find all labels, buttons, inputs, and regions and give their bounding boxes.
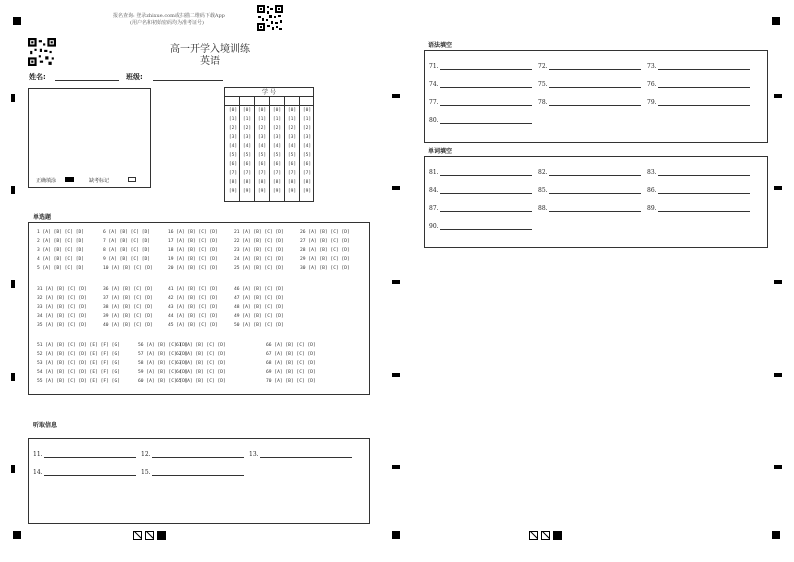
mc-question-row[interactable]: 19 [A] [B] [C] [D] (168, 257, 218, 262)
question-number: 86. (647, 187, 657, 194)
mc-question-row[interactable]: 37 [A] [B] [C] [D] (103, 296, 153, 301)
answer-item[interactable] (141, 451, 244, 458)
notice-line-1: 报名查询: 登录zhixue.com或扫描二维码下载App (113, 13, 225, 19)
answer-item[interactable] (538, 169, 641, 176)
mc-question-row[interactable]: 17 [A] [B] [C] [D] (168, 239, 218, 244)
id-digit-bubble[interactable]: [5] (228, 153, 238, 158)
id-digit-bubble[interactable]: [0] (287, 108, 297, 113)
mc-question-row[interactable]: 70 [A] [B] [C] [D] (266, 379, 316, 384)
id-digit-bubble[interactable]: [9] (272, 189, 282, 194)
mc-question-row[interactable]: 32 [A] [B] [C] [D] (37, 296, 87, 301)
page-marker-right (529, 531, 562, 540)
question-number: 90. (429, 223, 439, 230)
mc-question-row[interactable]: 22 [A] [B] [C] [D] (234, 239, 284, 244)
listening-box (28, 438, 370, 524)
timing-mark (774, 94, 782, 98)
mc-question-row[interactable]: 8 [A] [B] [C] [D] (103, 248, 151, 253)
id-digit-bubble[interactable]: [3] (272, 135, 282, 140)
id-digit-bubble[interactable]: [5] (272, 153, 282, 158)
question-number: 15. (141, 469, 151, 476)
mc-question-row[interactable]: 33 [A] [B] [C] [D] (37, 305, 87, 310)
id-digit-bubble[interactable]: [6] (302, 162, 312, 167)
id-digit-bubble[interactable]: [4] (228, 144, 238, 149)
id-digit-bubble[interactable]: [3] (228, 135, 238, 140)
id-digit-bubble[interactable]: [6] (228, 162, 238, 167)
class-label: 班级: (126, 73, 143, 81)
id-digit-bubble[interactable]: [2] (287, 126, 297, 131)
id-digit-bubble[interactable]: [2] (272, 126, 282, 131)
answer-item[interactable] (429, 169, 532, 176)
id-digit-bubble[interactable]: [5] (242, 153, 252, 158)
student-id-header: 学 号 (225, 88, 313, 97)
id-digit-bubble[interactable]: [9] (287, 189, 297, 194)
question-number: 12. (141, 451, 151, 458)
mc-question-row[interactable]: 48 [A] [B] [C] [D] (234, 305, 284, 310)
mc-question-row[interactable]: 51 [A] [B] [C] [D] [E] [F] [G] (37, 343, 120, 348)
id-digit-bubble[interactable]: [3] (302, 135, 312, 140)
mc-question-row[interactable]: 34 [A] [B] [C] [D] (37, 314, 87, 319)
vocab-title: 单词填空 (428, 148, 453, 155)
name-label: 姓名: (29, 73, 46, 81)
id-digit-bubble[interactable]: [1] (242, 117, 252, 122)
mc-question-row[interactable]: 50 [A] [B] [C] [D] (234, 323, 284, 328)
mc-question-row[interactable]: 2 [A] [B] [C] [D] (37, 239, 85, 244)
mc-question-row[interactable]: 29 [A] [B] [C] [D] (300, 257, 350, 262)
mc-question-row[interactable]: 58 [A] [B] [C] [D] (138, 361, 188, 366)
mc-question-row[interactable]: 25 [A] [B] [C] [D] (234, 266, 284, 271)
grammar-title: 语法填空 (428, 42, 453, 49)
id-col[interactable] (271, 106, 283, 196)
timing-mark (392, 465, 400, 469)
id-col[interactable] (227, 106, 239, 196)
question-number: 71. (429, 63, 439, 70)
answer-item[interactable] (429, 63, 532, 70)
id-divider (299, 97, 300, 201)
mc-question-row[interactable]: 27 [A] [B] [C] [D] (300, 239, 350, 244)
id-digit-bubble[interactable]: [7] (287, 171, 297, 176)
timing-mark (11, 280, 15, 288)
mc-question-row[interactable]: 38 [A] [B] [C] [D] (103, 305, 153, 310)
id-digit-bubble[interactable]: [9] (257, 189, 267, 194)
student-id-grid (224, 87, 314, 202)
id-digit-bubble[interactable]: [8] (287, 180, 297, 185)
id-digit-bubble[interactable]: [4] (257, 144, 267, 149)
id-digit-bubble[interactable]: [0] (272, 108, 282, 113)
mc-question-row[interactable]: 47 [A] [B] [C] [D] (234, 296, 284, 301)
mc-question-row[interactable]: 42 [A] [B] [C] [D] (168, 296, 218, 301)
question-number: 85. (538, 187, 548, 194)
mc-question-row[interactable]: 41 [A] [B] [C] [D] (168, 287, 218, 292)
mc-question-row[interactable]: 65 [A] [B] [C] [D] (176, 379, 226, 384)
id-digit-bubble[interactable]: [6] (242, 162, 252, 167)
question-number: 81. (429, 169, 439, 176)
vocab-box (424, 156, 768, 248)
question-number: 83. (647, 169, 657, 176)
id-digit-bubble[interactable]: [0] (257, 108, 267, 113)
answer-item[interactable] (429, 117, 532, 124)
id-digit-bubble[interactable]: [4] (272, 144, 282, 149)
mc-question-row[interactable]: 49 [A] [B] [C] [D] (234, 314, 284, 319)
id-digit-bubble[interactable]: [4] (242, 144, 252, 149)
mc-question-row[interactable]: 21 [A] [B] [C] [D] (234, 230, 284, 235)
mc-question-row[interactable]: 46 [A] [B] [C] [D] (234, 287, 284, 292)
mc-question-row[interactable]: 16 [A] [B] [C] [D] (168, 230, 218, 235)
timing-mark (774, 186, 782, 190)
id-digit-bubble[interactable]: [2] (228, 126, 238, 131)
mc-question-row[interactable]: 23 [A] [B] [C] [D] (234, 248, 284, 253)
answer-item[interactable] (429, 223, 532, 230)
id-digit-bubble[interactable]: [6] (272, 162, 282, 167)
mc-question-row[interactable]: 60 [A] [B] [C] [D] (138, 379, 188, 384)
id-digit-bubble[interactable]: [2] (242, 126, 252, 131)
mc-question-row[interactable]: 1 [A] [B] [C] [D] (37, 230, 85, 235)
absent-mark-box[interactable] (128, 177, 136, 182)
timing-mark (774, 465, 782, 469)
corner-mark-tl (13, 17, 21, 25)
notice-line-2: (用户名和初始密码均为准考证号) (130, 20, 204, 26)
corner-mark-tr (772, 17, 780, 25)
question-number: 74. (429, 81, 439, 88)
mc-question-row[interactable]: 9 [A] [B] [C] [D] (103, 257, 151, 262)
question-number: 82. (538, 169, 548, 176)
timing-mark (392, 186, 400, 190)
question-number: 78. (538, 99, 548, 106)
question-number: 80. (429, 117, 439, 124)
mc-question-row[interactable]: 55 [A] [B] [C] [D] [E] [F] [G] (37, 379, 120, 384)
answer-item[interactable] (647, 187, 750, 194)
question-number: 88. (538, 205, 548, 212)
answer-item[interactable] (538, 81, 641, 88)
id-digit-bubble[interactable]: [9] (242, 189, 252, 194)
answer-item[interactable] (647, 205, 750, 212)
corner-mark-br (772, 531, 780, 539)
mc-question-row[interactable]: 61 [A] [B] [C] [D] (176, 343, 226, 348)
mc-question-row[interactable]: 52 [A] [B] [C] [D] [E] [F] [G] (37, 352, 120, 357)
mc-question-row[interactable]: 43 [A] [B] [C] [D] (168, 305, 218, 310)
mc-question-row[interactable]: 36 [A] [B] [C] [D] (103, 287, 153, 292)
id-digit-bubble[interactable]: [7] (272, 171, 282, 176)
question-number: 75. (538, 81, 548, 88)
barcode-sticker-area (28, 88, 151, 188)
mc-question-row[interactable]: 62 [A] [B] [C] [D] (176, 352, 226, 357)
id-divider (254, 97, 255, 201)
question-number: 76. (647, 81, 657, 88)
single-choice-box (28, 222, 370, 395)
mc-question-row[interactable]: 20 [A] [B] [C] [D] (168, 266, 218, 271)
id-digit-bubble[interactable]: [1] (287, 117, 297, 122)
id-col[interactable] (256, 106, 268, 196)
correct-fill-sample (65, 177, 74, 182)
question-number: 84. (429, 187, 439, 194)
id-digit-bubble[interactable]: [7] (302, 171, 312, 176)
mc-question-row[interactable]: 18 [A] [B] [C] [D] (168, 248, 218, 253)
exam-subject: 英语 (200, 56, 220, 67)
id-col[interactable] (286, 106, 298, 196)
id-digit-bubble[interactable]: [8] (257, 180, 267, 185)
id-digit-bubble[interactable]: [8] (242, 180, 252, 185)
corner-mark-bl (13, 531, 21, 539)
mc-question-row[interactable]: 56 [A] [B] [C] [D] (138, 343, 188, 348)
question-number: 14. (33, 469, 43, 476)
id-digit-bubble[interactable]: [3] (257, 135, 267, 140)
page-marker-left (133, 531, 166, 540)
answer-item[interactable] (538, 99, 641, 106)
id-divider (269, 97, 270, 201)
id-digit-bubble[interactable]: [1] (228, 117, 238, 122)
name-field[interactable] (55, 80, 119, 81)
answer-item[interactable] (33, 451, 136, 458)
id-digit-bubble[interactable]: [0] (242, 108, 252, 113)
timing-mark (11, 94, 15, 102)
mc-question-row[interactable]: 53 [A] [B] [C] [D] [E] [F] [G] (37, 361, 120, 366)
id-digit-bubble[interactable]: [3] (242, 135, 252, 140)
mc-question-row[interactable]: 35 [A] [B] [C] [D] (37, 323, 87, 328)
mc-question-row[interactable]: 39 [A] [B] [C] [D] (103, 314, 153, 319)
mc-question-row[interactable]: 3 [A] [B] [C] [D] (37, 248, 85, 253)
id-digit-bubble[interactable]: [1] (302, 117, 312, 122)
id-digit-bubble[interactable]: [2] (257, 126, 267, 131)
id-col[interactable] (301, 106, 313, 196)
timing-mark (11, 186, 15, 194)
id-digit-bubble[interactable]: [8] (228, 180, 238, 185)
id-digit-bubble[interactable]: [7] (257, 171, 267, 176)
timing-mark (392, 373, 400, 377)
question-number: 89. (647, 205, 657, 212)
answer-item[interactable] (33, 469, 136, 476)
id-digit-bubble[interactable]: [5] (287, 153, 297, 158)
id-digit-bubble[interactable]: [2] (302, 126, 312, 131)
timing-mark (392, 94, 400, 98)
id-digit-bubble[interactable]: [5] (302, 153, 312, 158)
mc-question-row[interactable]: 63 [A] [B] [C] [D] (176, 361, 226, 366)
question-number: 77. (429, 99, 439, 106)
id-digit-bubble[interactable]: [4] (287, 144, 297, 149)
id-digit-bubble[interactable]: [7] (242, 171, 252, 176)
id-divider (239, 97, 240, 201)
mc-question-row[interactable]: 67 [A] [B] [C] [D] (266, 352, 316, 357)
id-digit-bubble[interactable]: [1] (272, 117, 282, 122)
grammar-box (424, 50, 768, 143)
id-digit-bubble[interactable]: [9] (302, 189, 312, 194)
mc-question-row[interactable]: 54 [A] [B] [C] [D] [E] [F] [G] (37, 370, 120, 375)
id-digit-bubble[interactable]: [8] (302, 180, 312, 185)
mc-question-row[interactable]: 6 [A] [B] [C] [D] (103, 230, 151, 235)
mc-question-row[interactable]: 66 [A] [B] [C] [D] (266, 343, 316, 348)
answer-item[interactable] (538, 187, 641, 194)
mc-question-row[interactable]: 24 [A] [B] [C] [D] (234, 257, 284, 262)
id-divider (284, 97, 285, 201)
timing-mark (392, 280, 400, 284)
id-digit-bubble[interactable]: [1] (257, 117, 267, 122)
mc-question-row[interactable]: 10 [A] [B] [C] [D] (103, 266, 153, 271)
corner-mark-bm (392, 531, 400, 539)
timing-mark (774, 373, 782, 377)
exam-title: 高一开学入境训练 (170, 44, 250, 55)
mc-question-row[interactable]: 59 [A] [B] [C] [D] (138, 370, 188, 375)
correct-fill-label: 正确填涂 (36, 178, 57, 184)
mc-question-row[interactable]: 40 [A] [B] [C] [D] (103, 323, 153, 328)
id-digit-bubble[interactable]: [3] (287, 135, 297, 140)
question-number: 79. (647, 99, 657, 106)
id-digit-bubble[interactable]: [0] (302, 108, 312, 113)
qr-code-icon (257, 5, 283, 31)
answer-item[interactable] (538, 205, 641, 212)
answer-item[interactable] (647, 63, 750, 70)
answer-item[interactable] (647, 99, 750, 106)
answer-item[interactable] (429, 205, 532, 212)
question-number: 11. (33, 451, 43, 458)
mc-question-row[interactable]: 57 [A] [B] [C] [D] (138, 352, 188, 357)
mc-question-row[interactable]: 7 [A] [B] [C] [D] (103, 239, 151, 244)
mc-question-row[interactable]: 4 [A] [B] [C] [D] (37, 257, 85, 262)
question-number: 13. (249, 451, 259, 458)
timing-mark (11, 465, 15, 473)
answer-item[interactable] (141, 469, 244, 476)
answer-item[interactable] (647, 81, 750, 88)
answer-item[interactable] (429, 187, 532, 194)
mc-question-row[interactable]: 30 [A] [B] [C] [D] (300, 266, 350, 271)
mc-question-row[interactable]: 68 [A] [B] [C] [D] (266, 361, 316, 366)
mc-question-row[interactable]: 28 [A] [B] [C] [D] (300, 248, 350, 253)
timing-mark (774, 280, 782, 284)
id-digit-bubble[interactable]: [7] (228, 171, 238, 176)
class-field[interactable] (153, 80, 223, 81)
id-digit-bubble[interactable]: [6] (257, 162, 267, 167)
answer-item[interactable] (647, 169, 750, 176)
answer-item[interactable] (429, 99, 532, 106)
listening-title: 听取信息 (33, 422, 58, 429)
mc-question-row[interactable]: 69 [A] [B] [C] [D] (266, 370, 316, 375)
timing-mark (11, 373, 15, 381)
id-col[interactable] (241, 106, 253, 196)
single-choice-title: 单选题 (33, 214, 52, 221)
id-digit-bubble[interactable]: [8] (272, 180, 282, 185)
question-number: 72. (538, 63, 548, 70)
mc-question-row[interactable]: 64 [A] [B] [C] [D] (176, 370, 226, 375)
mc-question-row[interactable]: 45 [A] [B] [C] [D] (168, 323, 218, 328)
id-digit-bubble[interactable]: [4] (302, 144, 312, 149)
answer-item[interactable] (429, 81, 532, 88)
id-digit-bubble[interactable]: [5] (257, 153, 267, 158)
question-number: 73. (647, 63, 657, 70)
id-digit-bubble[interactable]: [6] (287, 162, 297, 167)
mc-question-row[interactable]: 26 [A] [B] [C] [D] (300, 230, 350, 235)
qr-code-icon (28, 38, 56, 66)
mc-question-row[interactable]: 5 [A] [B] [C] [D] (37, 266, 85, 271)
answer-item[interactable] (249, 451, 352, 458)
id-digit-bubble[interactable]: [0] (228, 108, 238, 113)
id-digit-bubble[interactable]: [9] (228, 189, 238, 194)
mc-question-row[interactable]: 44 [A] [B] [C] [D] (168, 314, 218, 319)
question-number: 87. (429, 205, 439, 212)
answer-item[interactable] (538, 63, 641, 70)
absent-mark-label: 缺考标记 (89, 178, 110, 184)
mc-question-row[interactable]: 31 [A] [B] [C] [D] (37, 287, 87, 292)
